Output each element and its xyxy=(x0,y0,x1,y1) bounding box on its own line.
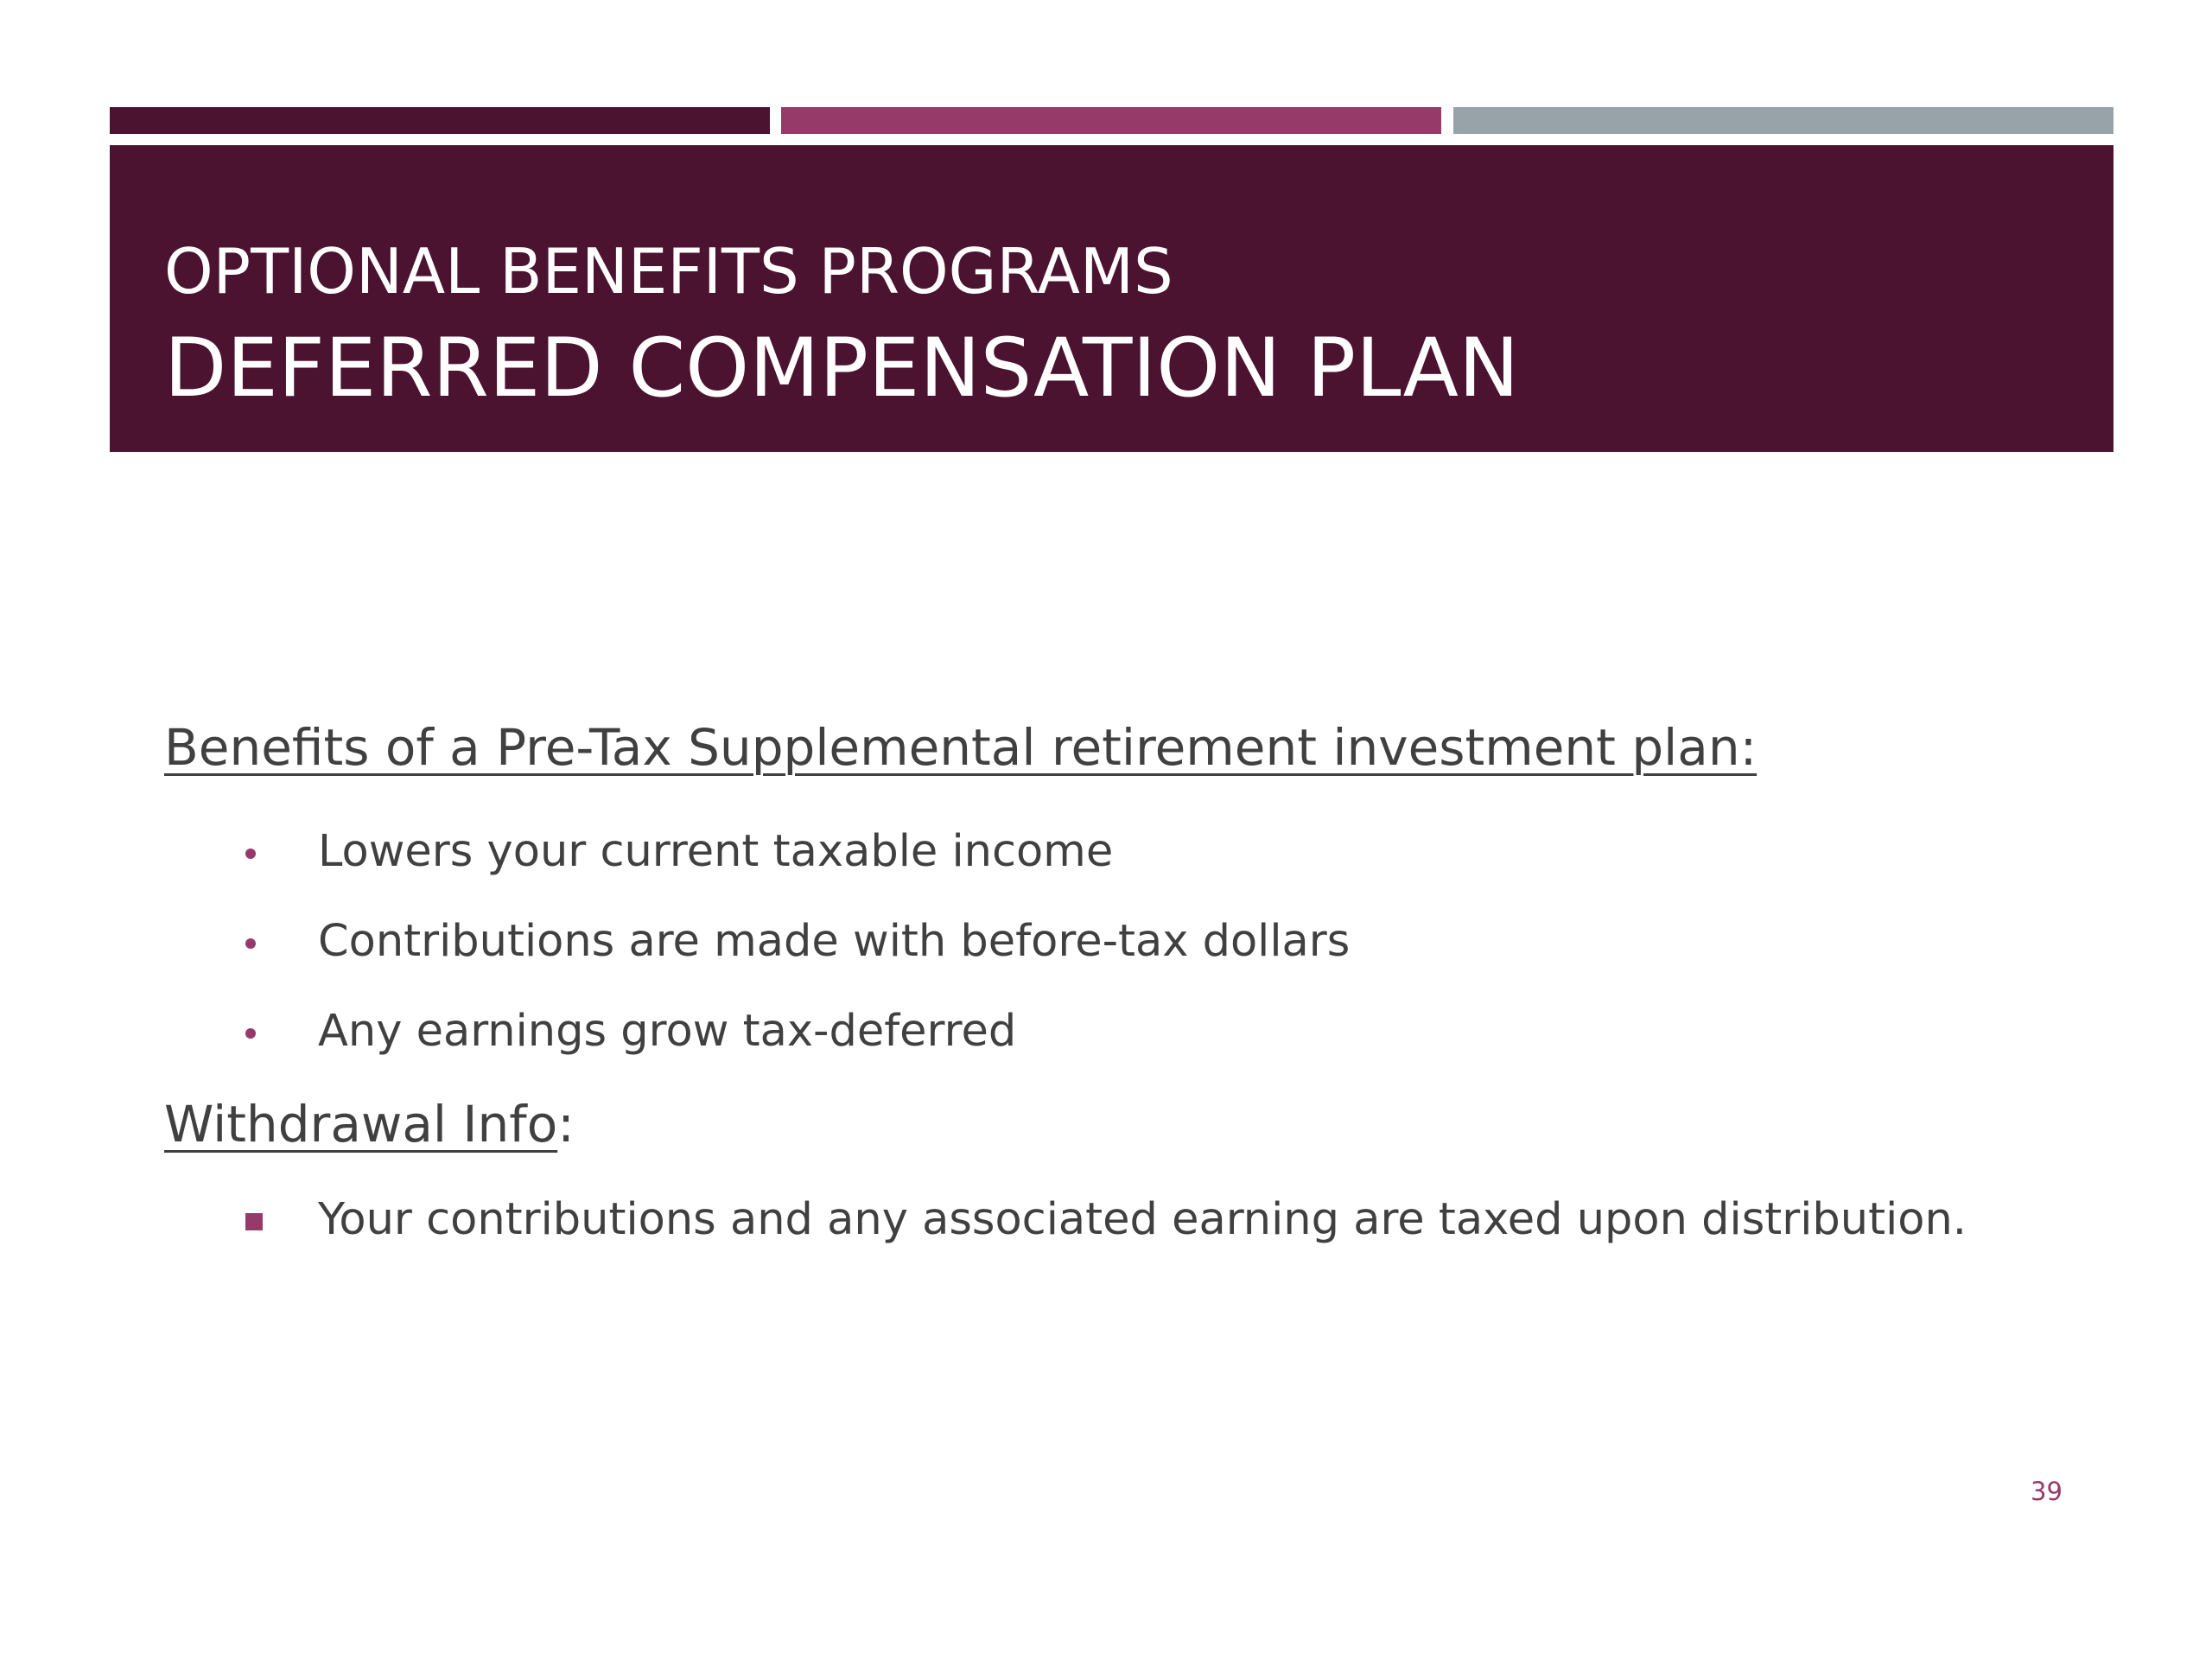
list-item xyxy=(164,916,2065,980)
bullet-dot-icon xyxy=(245,849,256,859)
withdrawal-heading-text: Withdrawal Info xyxy=(164,1095,558,1154)
list-item xyxy=(164,1006,2065,1070)
list-item xyxy=(164,826,2065,890)
benefits-heading xyxy=(164,718,1758,777)
list-item xyxy=(164,1194,2065,1258)
title-line-programs: OPTIONAL BENEFITS PROGRAMS xyxy=(164,235,1173,308)
list-item-text: Your contributions and any associated earning are taxed upon distribution. xyxy=(318,1194,1967,1245)
list-item-text: Contributions are made with before-tax dollars xyxy=(318,916,1351,967)
page-number: 39 xyxy=(2031,1477,2063,1506)
bullet-dot-icon xyxy=(245,938,256,949)
accent-bar-dark xyxy=(110,107,770,134)
accent-bar-magenta xyxy=(781,107,1441,134)
accent-bar-gray xyxy=(1453,107,2113,134)
title-banner xyxy=(110,145,2113,452)
bullet-square-icon xyxy=(245,1213,263,1230)
bullet-dot-icon xyxy=(245,1028,256,1039)
withdrawal-heading-colon: : xyxy=(557,1095,575,1154)
benefits-heading-text: Benefits of a Pre-Tax Supplemental retirement investment plan: xyxy=(164,718,1758,777)
title-line-plan: DEFERRED COMPENSATION PLAN xyxy=(164,321,1520,416)
list-item-text: Any earnings grow tax-deferred xyxy=(318,1006,1017,1057)
list-item-text: Lowers your current taxable income xyxy=(318,826,1114,877)
withdrawal-heading xyxy=(164,1095,575,1154)
